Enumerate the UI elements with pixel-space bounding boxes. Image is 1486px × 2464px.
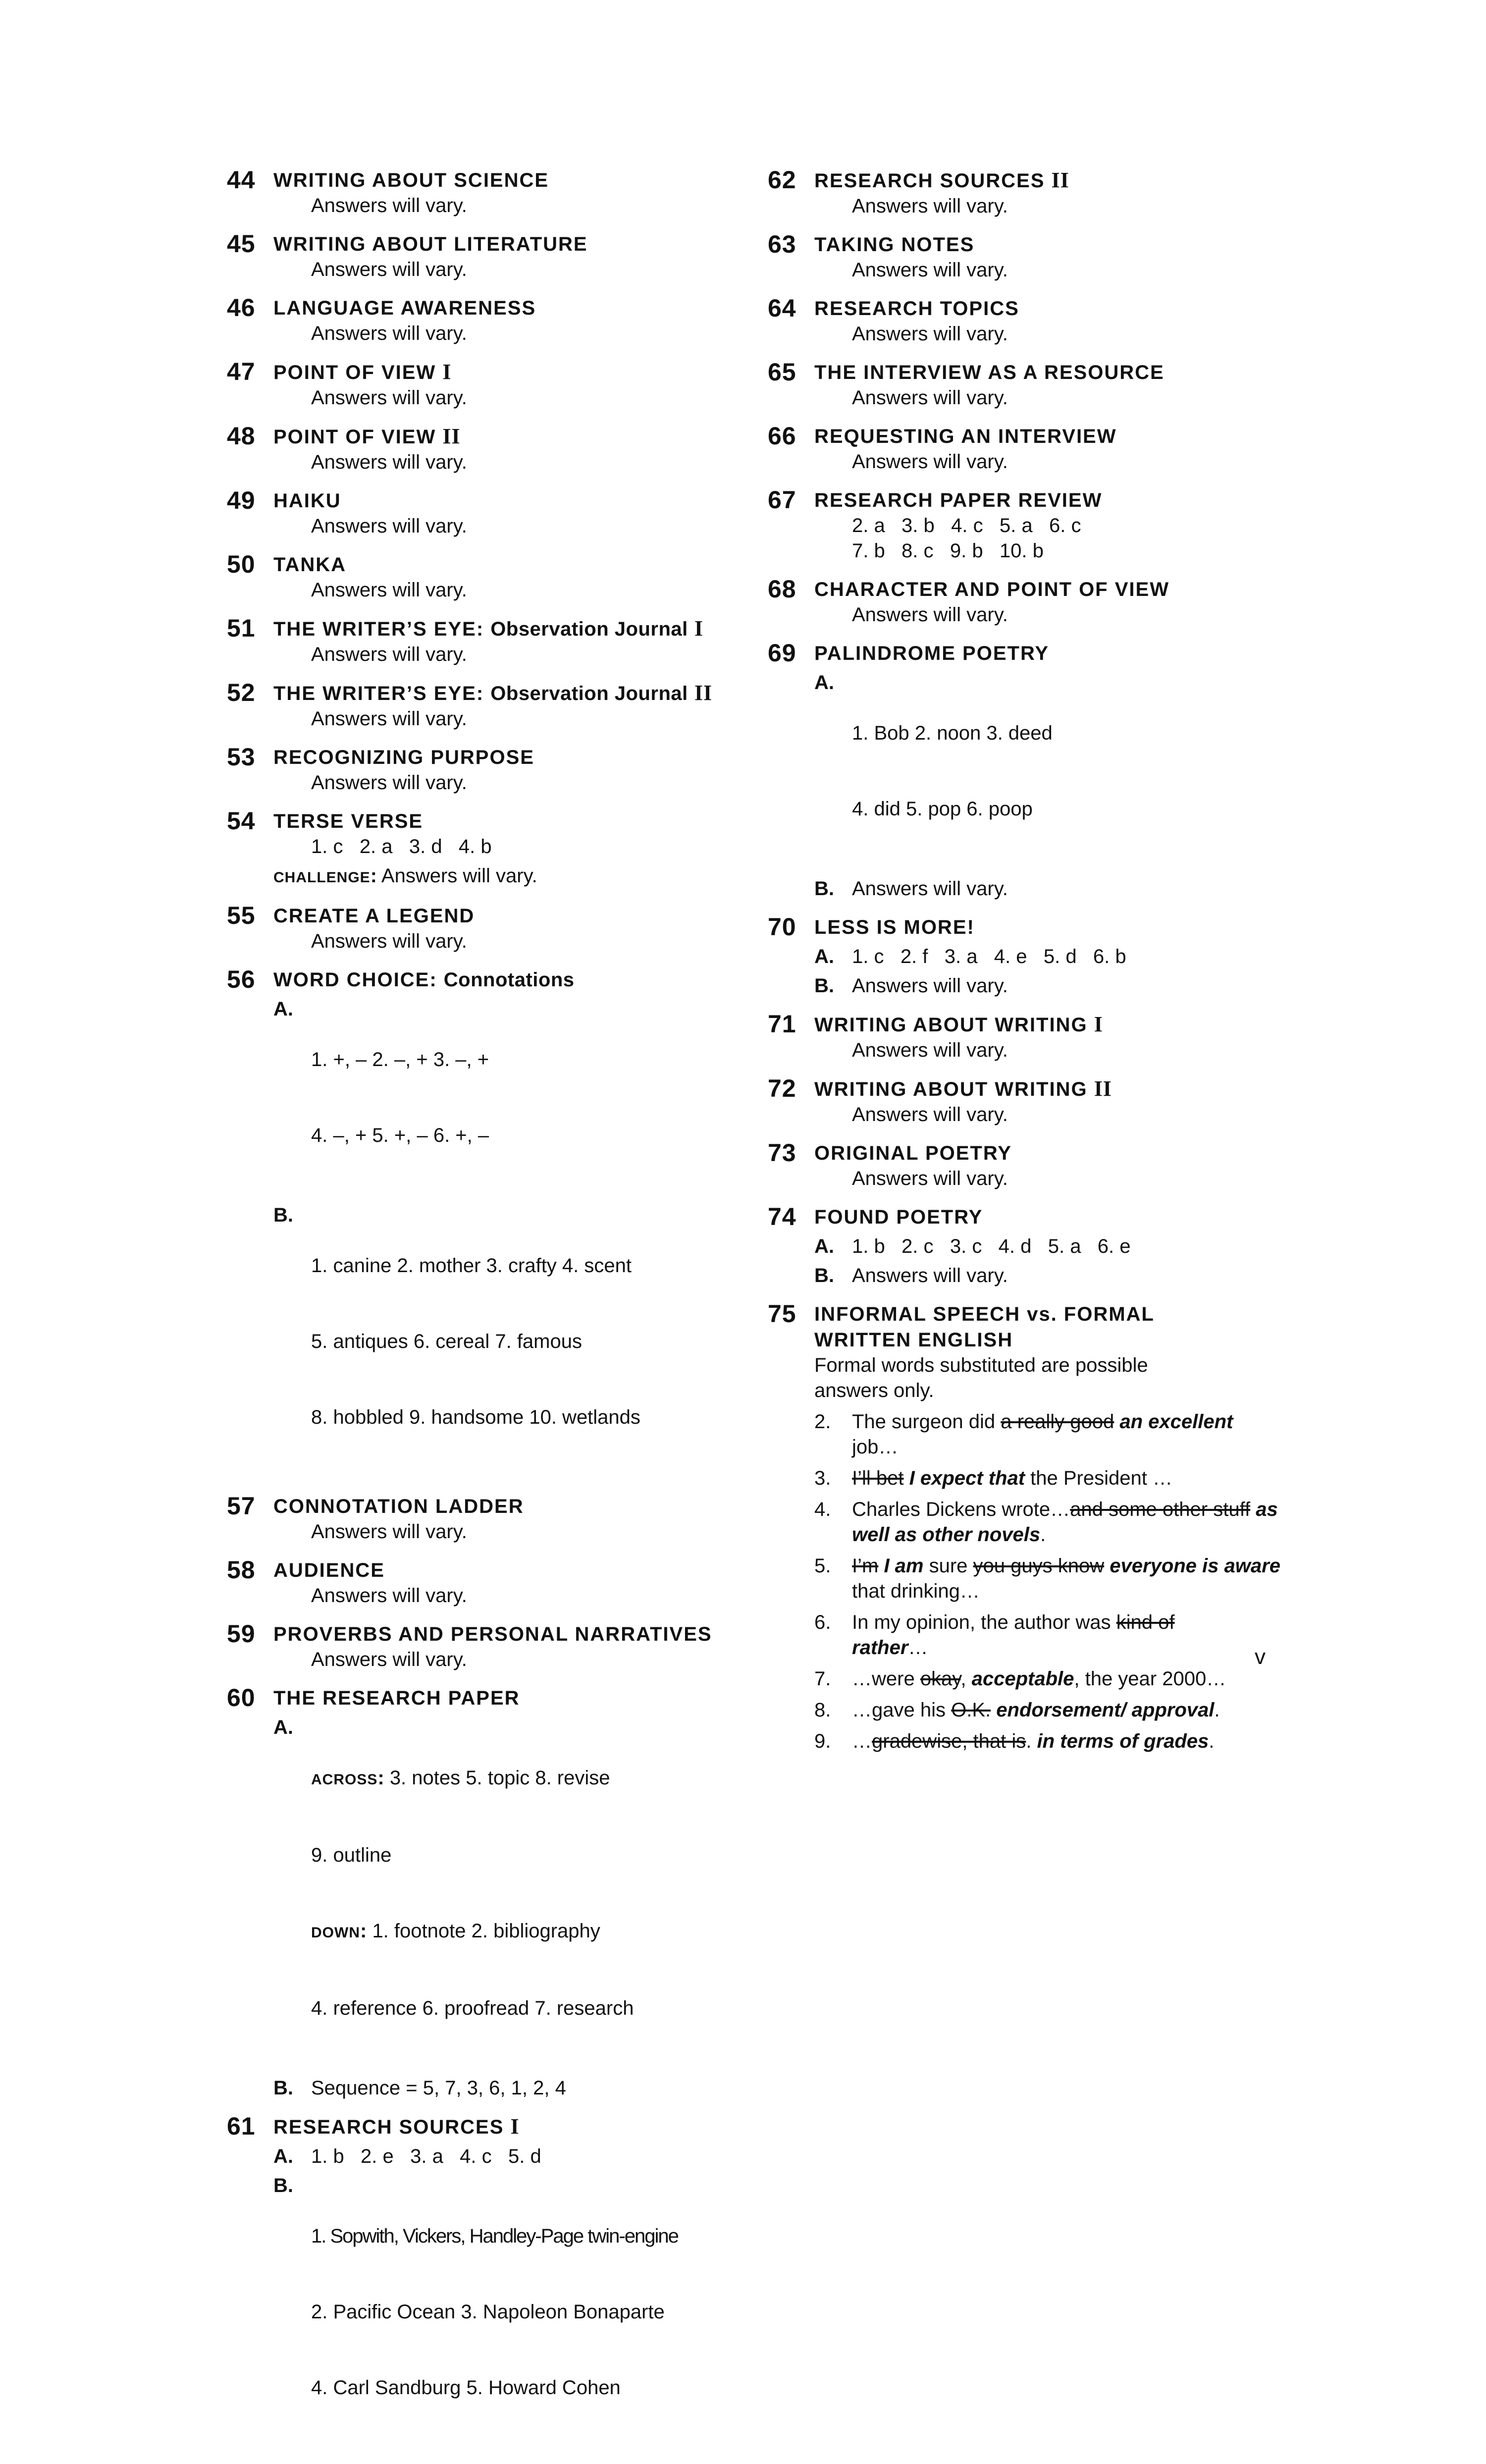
sentence-remainder: the President … bbox=[1025, 1467, 1172, 1489]
challenge-answer: Answers will vary. bbox=[381, 865, 537, 887]
entry-title: THE INTERVIEW AS A RESOURCE bbox=[814, 362, 1165, 383]
entry-70 bbox=[768, 914, 1293, 999]
entry-48 bbox=[227, 424, 747, 475]
substitution-item bbox=[814, 1466, 1293, 1491]
entry-46 bbox=[227, 295, 747, 346]
entry-title: WRITING ABOUT LITERATURE bbox=[273, 233, 588, 255]
part-a bbox=[273, 2144, 747, 2169]
entry-number: 56 bbox=[227, 965, 256, 993]
answer-line: 5. antiques 6. cereal 7. famous bbox=[311, 1331, 582, 1352]
entry-44 bbox=[227, 167, 747, 218]
entry-51 bbox=[227, 616, 747, 667]
entry-number: 75 bbox=[768, 1300, 796, 1328]
formal-substitute: I expect that bbox=[909, 1467, 1025, 1489]
struck-informal-words: gradewise, that is bbox=[872, 1730, 1026, 1752]
entry-number: 69 bbox=[768, 639, 796, 667]
part-a-label: A. bbox=[273, 2145, 293, 2167]
entry-title: WRITING ABOUT SCIENCE bbox=[273, 169, 549, 191]
entry-54 bbox=[227, 808, 747, 890]
entry-title: PROVERBS AND PERSONAL NARRATIVES bbox=[273, 1623, 712, 1645]
entry-number: 48 bbox=[227, 422, 256, 450]
entry-number: 63 bbox=[768, 230, 796, 258]
roman-numeral: I bbox=[1094, 1012, 1103, 1036]
entry-answer: Answers will vary. bbox=[852, 1168, 1008, 1189]
entry-title: TAKING NOTES bbox=[814, 234, 975, 256]
sentence-remainder: … bbox=[908, 1637, 928, 1659]
across-colon: : bbox=[377, 1767, 384, 1789]
entry-answer: Answers will vary. bbox=[311, 1649, 467, 1670]
struck-informal-words: a really good bbox=[1001, 1411, 1114, 1433]
entry-number: 61 bbox=[227, 2112, 256, 2140]
part-b-label: B. bbox=[814, 878, 834, 900]
answer-line: Sequence = 5, 7, 3, 6, 1, 2, 4 bbox=[311, 2077, 566, 2099]
entry-note-line: Formal words substituted are possible bbox=[814, 1354, 1148, 1376]
entry-65 bbox=[768, 360, 1293, 411]
entry-answer: Answers will vary. bbox=[311, 1521, 467, 1543]
part-b bbox=[273, 2173, 747, 2451]
down-label: DOWN bbox=[311, 1925, 360, 1941]
entry-52 bbox=[227, 680, 747, 732]
entry-title: ORIGINAL POETRY bbox=[814, 1142, 1012, 1164]
formal-substitute: in terms of grades bbox=[1037, 1730, 1209, 1752]
entry-answer: Answers will vary. bbox=[311, 643, 467, 665]
part-a bbox=[814, 1234, 1293, 1259]
part-a-label: A. bbox=[814, 1235, 834, 1257]
entry-answer: Answers will vary. bbox=[311, 387, 467, 409]
entry-73 bbox=[768, 1140, 1293, 1191]
entry-title bbox=[814, 1076, 1293, 1102]
answer-line: 4. –, + 5. +, – 6. +, – bbox=[311, 1125, 489, 1146]
struck-informal-words: kind of bbox=[1116, 1611, 1175, 1633]
sentence-remainder: . bbox=[1209, 1730, 1215, 1752]
entry-number: 64 bbox=[768, 294, 796, 322]
answer-line: 2. a 3. b 4. c 5. a 6. c bbox=[852, 515, 1081, 536]
formal-substitute: rather bbox=[852, 1637, 908, 1659]
entry-answer: Answers will vary. bbox=[311, 515, 467, 537]
entry-title bbox=[814, 1012, 1293, 1038]
entry-answer: Answers will vary. bbox=[852, 387, 1008, 409]
entry-number: 55 bbox=[227, 902, 256, 929]
answer-line: 1. b 2. e 3. a 4. c 5. d bbox=[311, 2145, 541, 2167]
entry-title: CREATE A LEGEND bbox=[273, 905, 475, 927]
entry-58 bbox=[227, 1557, 747, 1608]
entry-answer: Answers will vary. bbox=[311, 322, 467, 344]
entry-title-text: RESEARCH SOURCES bbox=[814, 170, 1045, 192]
entry-title: RECOGNIZING PURPOSE bbox=[273, 747, 534, 768]
sentence-middle: sure bbox=[923, 1555, 973, 1577]
informal-prefix: Charles Dickens wrote… bbox=[852, 1499, 1070, 1520]
entry-49 bbox=[227, 488, 747, 539]
item-number: 5. bbox=[814, 1555, 831, 1577]
part-a-label: A. bbox=[814, 946, 834, 967]
struck-informal-words: and some other stuff bbox=[1070, 1499, 1251, 1520]
part-b bbox=[273, 2076, 747, 2101]
struck-informal-words: O.K. bbox=[951, 1699, 991, 1721]
entry-45 bbox=[227, 231, 747, 282]
entry-title: REQUESTING AN INTERVIEW bbox=[814, 426, 1117, 447]
entry-number: 67 bbox=[768, 486, 796, 514]
entry-title: RESEARCH TOPICS bbox=[814, 298, 1019, 320]
item-number: 3. bbox=[814, 1467, 831, 1489]
down-answers: 1. footnote 2. bibliography bbox=[372, 1920, 600, 1942]
entry-number: 58 bbox=[227, 1556, 256, 1584]
item-number: 4. bbox=[814, 1499, 831, 1520]
entry-title-text: THE WRITER’S EYE: bbox=[273, 683, 484, 704]
substitution-item bbox=[814, 1729, 1293, 1754]
entry-answer: Answers will vary. bbox=[311, 772, 467, 794]
answer-line: 1. b 2. c 3. c 4. d 5. a 6. e bbox=[852, 1235, 1131, 1257]
entry-number: 62 bbox=[768, 166, 796, 194]
roman-numeral: II bbox=[1051, 168, 1069, 192]
entry-answer: Answers will vary. bbox=[311, 708, 467, 730]
substitution-item bbox=[814, 1497, 1293, 1548]
entry-answer: Answers will vary. bbox=[852, 1104, 1008, 1125]
entry-title: THE RESEARCH PAPER bbox=[273, 1687, 520, 1709]
entry-71 bbox=[768, 1012, 1293, 1063]
answer-line: Answers will vary. bbox=[852, 1265, 1008, 1286]
answer-line: Answers will vary. bbox=[852, 878, 1008, 900]
across-label: ACROSS bbox=[311, 1771, 378, 1788]
entry-title bbox=[814, 167, 1293, 194]
substitution-item bbox=[814, 1553, 1293, 1604]
entry-number: 73 bbox=[768, 1139, 796, 1167]
entry-57 bbox=[227, 1494, 747, 1545]
entry-59 bbox=[227, 1621, 747, 1672]
informal-prefix: …gave his bbox=[852, 1699, 952, 1721]
entry-number: 66 bbox=[768, 422, 796, 450]
entry-66 bbox=[768, 424, 1293, 475]
separator: , bbox=[960, 1668, 972, 1690]
entry-72 bbox=[768, 1076, 1293, 1127]
answer-line: 9. outline bbox=[311, 1844, 392, 1866]
entry-title: TERSE VERSE bbox=[273, 810, 424, 832]
entry-answer: Answers will vary. bbox=[311, 930, 467, 952]
informal-prefix: In my opinion, the author was bbox=[852, 1611, 1116, 1633]
entry-number: 49 bbox=[227, 486, 256, 514]
entry-68 bbox=[768, 577, 1293, 628]
entry-subtitle: Observation Journal bbox=[490, 683, 688, 704]
entry-number: 68 bbox=[768, 575, 796, 603]
roman-numeral: I bbox=[694, 616, 703, 641]
entry-number: 74 bbox=[768, 1203, 796, 1231]
entry-answer: Answers will vary. bbox=[852, 451, 1008, 473]
struck-informal-words: I’m bbox=[852, 1555, 879, 1577]
entry-number: 54 bbox=[227, 807, 256, 835]
entry-61 bbox=[227, 2114, 747, 2451]
entry-number: 45 bbox=[227, 230, 256, 258]
entry-title bbox=[273, 424, 747, 450]
entry-number: 65 bbox=[768, 358, 796, 386]
informal-prefix: … bbox=[852, 1730, 872, 1752]
entry-title-line: INFORMAL SPEECH vs. FORMAL bbox=[814, 1303, 1155, 1325]
entry-answer: Answers will vary. bbox=[311, 451, 467, 473]
entry-title-text: RESEARCH SOURCES bbox=[273, 2116, 504, 2138]
entry-answer: Answers will vary. bbox=[852, 195, 1008, 217]
entry-47 bbox=[227, 359, 747, 411]
entry-number: 51 bbox=[227, 614, 256, 642]
entry-number: 60 bbox=[227, 1684, 256, 1712]
entry-50 bbox=[227, 552, 747, 603]
item-number: 6. bbox=[814, 1611, 831, 1633]
part-b-label: B. bbox=[273, 2077, 293, 2099]
entry-number: 52 bbox=[227, 679, 256, 706]
entry-62 bbox=[768, 167, 1293, 219]
formal-substitute: endorsement/ approval bbox=[996, 1699, 1215, 1721]
entry-title: HAIKU bbox=[273, 490, 341, 512]
entry-number: 57 bbox=[227, 1492, 256, 1520]
answer-line: 1. c 2. a 3. d 4. b bbox=[311, 836, 492, 857]
struck-informal-words: you guys know bbox=[973, 1555, 1105, 1577]
entry-subtitle: Observation Journal bbox=[490, 618, 688, 640]
across-answers: 3. notes 5. topic 8. revise bbox=[389, 1767, 610, 1789]
entry-title bbox=[273, 616, 747, 642]
part-a bbox=[273, 1715, 747, 2072]
entry-64 bbox=[768, 296, 1293, 347]
answer-line: 4. Carl Sandburg 5. Howard Cohen bbox=[311, 2377, 621, 2399]
entry-answer: Answers will vary. bbox=[311, 195, 467, 216]
down-colon: : bbox=[360, 1920, 367, 1942]
part-b bbox=[814, 1263, 1293, 1288]
answer-line: 4. reference 6. proofread 7. research bbox=[311, 1997, 634, 2019]
entry-answer: Answers will vary. bbox=[311, 259, 467, 280]
roman-numeral: II bbox=[694, 681, 713, 705]
sentence-remainder: that drinking… bbox=[852, 1580, 980, 1602]
item-number: 9. bbox=[814, 1730, 831, 1752]
sentence-remainder: . bbox=[1040, 1524, 1046, 1546]
part-b bbox=[814, 973, 1293, 999]
answer-line: 7. b 8. c 9. b 10. b bbox=[852, 540, 1044, 562]
entry-title-text: THE WRITER’S EYE: bbox=[273, 618, 484, 640]
item-number: 7. bbox=[814, 1668, 831, 1690]
entry-number: 44 bbox=[227, 166, 256, 194]
part-a bbox=[273, 997, 747, 1199]
entry-number: 71 bbox=[768, 1010, 796, 1038]
entry-answer: Answers will vary. bbox=[311, 579, 467, 601]
part-a bbox=[814, 944, 1293, 969]
entry-title bbox=[273, 680, 747, 706]
entry-number: 59 bbox=[227, 1620, 256, 1648]
roman-numeral: I bbox=[442, 360, 452, 384]
substitution-item bbox=[814, 1610, 1293, 1661]
part-b-label: B. bbox=[273, 1204, 293, 1226]
entry-title: CHARACTER AND POINT OF VIEW bbox=[814, 579, 1169, 600]
part-b-label: B. bbox=[814, 1265, 834, 1286]
entry-answer: Answers will vary. bbox=[852, 259, 1008, 281]
part-b bbox=[273, 1203, 747, 1481]
struck-informal-words: I’ll bet bbox=[852, 1467, 904, 1489]
roman-numeral: II bbox=[442, 424, 461, 448]
substitution-item bbox=[814, 1698, 1293, 1723]
substitution-item bbox=[814, 1409, 1293, 1460]
entry-title: LESS IS MORE! bbox=[814, 916, 975, 938]
answer-line: 2. Pacific Ocean 3. Napoleon Bonaparte bbox=[311, 2301, 665, 2323]
part-a-label: A. bbox=[814, 672, 834, 694]
entry-answer: Answers will vary. bbox=[852, 604, 1008, 626]
entry-answer: Answers will vary. bbox=[852, 1039, 1008, 1061]
part-b bbox=[814, 876, 1293, 902]
entry-74 bbox=[768, 1204, 1293, 1288]
entry-title: RESEARCH PAPER REVIEW bbox=[814, 489, 1103, 511]
sentence-remainder: , the year 2000… bbox=[1074, 1668, 1226, 1690]
substitution-item bbox=[814, 1666, 1293, 1692]
answer-line: 1. c 2. f 3. a 4. e 5. d 6. b bbox=[852, 946, 1126, 967]
answer-line: 4. did 5. pop 6. poop bbox=[852, 798, 1033, 820]
answer-line: 8. hobbled 9. handsome 10. wetlands bbox=[311, 1406, 640, 1428]
roman-numeral: I bbox=[510, 2114, 520, 2139]
entry-title-text: WORD CHOICE: bbox=[273, 969, 437, 991]
sentence-remainder: job… bbox=[852, 1436, 899, 1458]
down-line bbox=[311, 1919, 747, 1945]
roman-numeral: II bbox=[1094, 1076, 1112, 1101]
entry-63 bbox=[768, 232, 1293, 283]
entry-title: FOUND POETRY bbox=[814, 1206, 983, 1228]
challenge-label: CHALLENGE bbox=[273, 869, 371, 886]
entry-number: 50 bbox=[227, 550, 256, 578]
part-a bbox=[814, 670, 1293, 872]
entry-subtitle: Connotations bbox=[443, 969, 575, 991]
part-a-label: A. bbox=[273, 998, 293, 1020]
entry-note-line: answers only. bbox=[814, 1380, 934, 1401]
sentence-remainder: . bbox=[1214, 1699, 1220, 1721]
entry-title bbox=[273, 2114, 747, 2140]
entry-75 bbox=[768, 1301, 1293, 1754]
entry-answer: Answers will vary. bbox=[852, 323, 1008, 345]
entry-title: LANGUAGE AWARENESS bbox=[273, 297, 536, 319]
informal-prefix: …were bbox=[852, 1668, 920, 1690]
entry-title-text: POINT OF VIEW bbox=[273, 426, 436, 448]
entry-title-text: POINT OF VIEW bbox=[273, 362, 436, 383]
answer-line: 1. Sopwith, Vickers, Handley-Page twin-engine bbox=[311, 2225, 678, 2247]
answer-line: Answers will vary. bbox=[852, 975, 1008, 997]
page-number: v bbox=[1255, 1645, 1266, 1669]
entry-title bbox=[273, 359, 747, 385]
challenge-colon: : bbox=[370, 865, 377, 887]
entry-title: AUDIENCE bbox=[273, 1559, 385, 1581]
entry-53 bbox=[227, 745, 747, 796]
entry-number: 70 bbox=[768, 913, 796, 941]
separator: . bbox=[1026, 1730, 1037, 1752]
entry-number: 47 bbox=[227, 358, 256, 385]
across-line bbox=[311, 1766, 747, 1792]
informal-prefix: The surgeon did bbox=[852, 1411, 1001, 1433]
answer-line: 1. Bob 2. noon 3. deed bbox=[852, 722, 1053, 744]
left-column bbox=[227, 167, 747, 2464]
item-number: 2. bbox=[814, 1411, 831, 1433]
entry-number: 53 bbox=[227, 743, 256, 771]
entry-title-line: WRITTEN ENGLISH bbox=[814, 1329, 1013, 1351]
entry-67 bbox=[768, 487, 1293, 564]
entry-title-text: WRITING ABOUT WRITING bbox=[814, 1078, 1088, 1100]
formal-substitute: everyone is aware bbox=[1110, 1555, 1280, 1577]
struck-informal-words: okay bbox=[920, 1668, 961, 1690]
formal-substitute: I am bbox=[884, 1555, 924, 1577]
part-a-label: A. bbox=[273, 1716, 293, 1738]
entry-60 bbox=[227, 1685, 747, 2101]
answer-line: 1. canine 2. mother 3. crafty 4. scent bbox=[311, 1255, 632, 1277]
entry-title bbox=[273, 967, 747, 993]
right-column bbox=[768, 167, 1293, 1767]
entry-title: CONNOTATION LADDER bbox=[273, 1496, 524, 1517]
entry-69 bbox=[768, 641, 1293, 902]
part-b-label: B. bbox=[273, 2175, 293, 2196]
entry-55 bbox=[227, 903, 747, 954]
entry-title: PALINDROME POETRY bbox=[814, 643, 1050, 664]
item-number: 8. bbox=[814, 1699, 831, 1721]
challenge-line bbox=[273, 863, 747, 890]
entry-number: 72 bbox=[768, 1074, 796, 1102]
part-b-label: B. bbox=[814, 975, 834, 997]
entry-number: 46 bbox=[227, 294, 256, 321]
entry-title-text: WRITING ABOUT WRITING bbox=[814, 1014, 1088, 1036]
formal-substitute: an excellent bbox=[1119, 1411, 1233, 1433]
answer-line: 1. +, – 2. –, + 3. –, + bbox=[311, 1049, 489, 1071]
entry-title: TANKA bbox=[273, 554, 347, 576]
formal-substitute: acceptable bbox=[971, 1668, 1074, 1690]
formal-substitute: as well as other novels bbox=[852, 1499, 1278, 1546]
entry-answer: Answers will vary. bbox=[311, 1585, 467, 1607]
entry-56 bbox=[227, 967, 747, 1481]
